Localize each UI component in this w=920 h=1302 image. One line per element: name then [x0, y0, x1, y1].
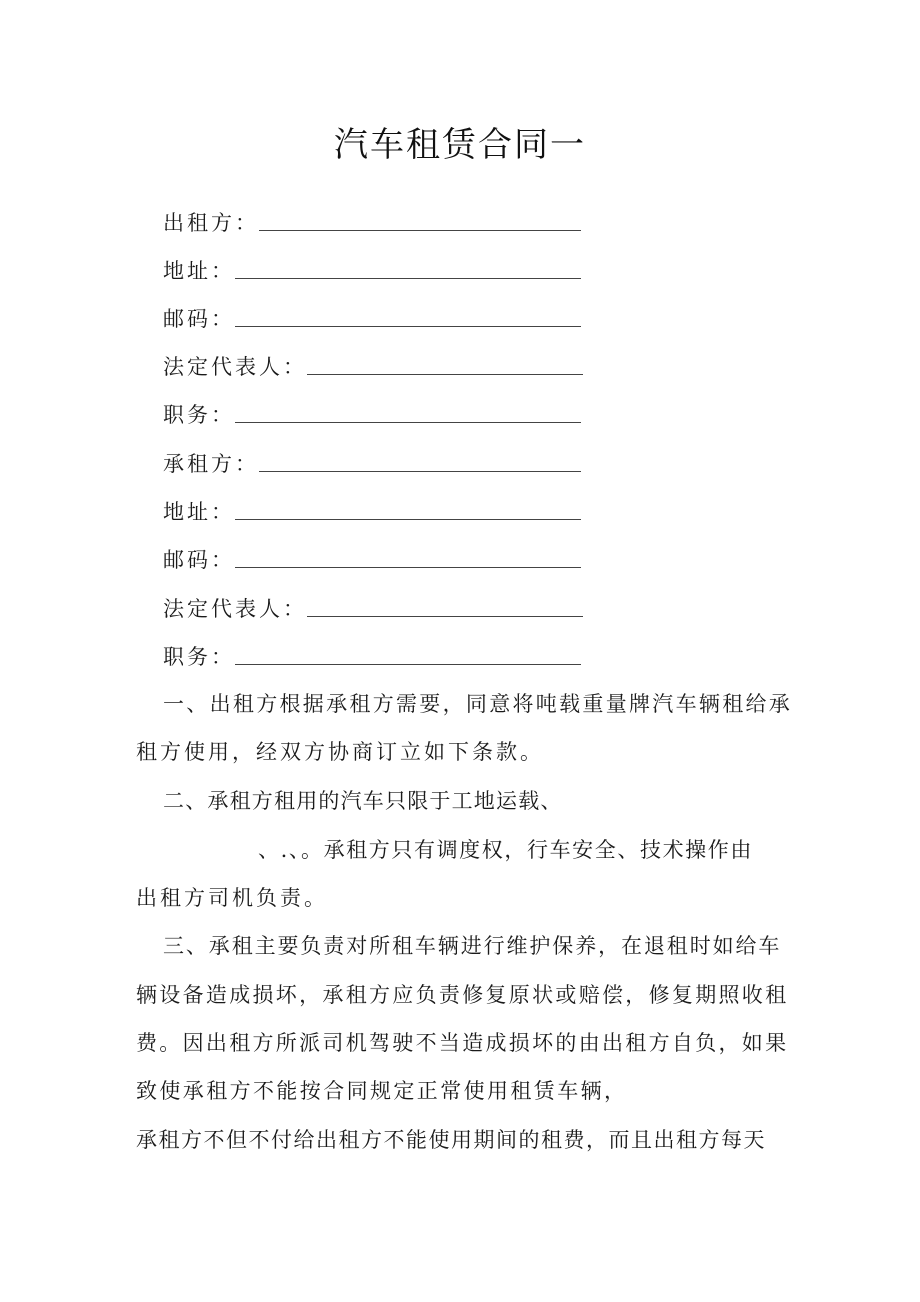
lessor-name-field	[163, 203, 581, 237]
lessor-position-field	[163, 395, 581, 429]
field-label: 法定代表人：	[163, 597, 307, 621]
field-label: 地址：	[163, 500, 235, 524]
blank-line	[235, 326, 581, 327]
clause-3-line-4: 致使承租方不能按合同规定正常使用租赁车辆，	[136, 1079, 628, 1103]
clause-1-line-1: 一、出租方根据承租方需要，同意将吨载重量牌汽车辆租给承	[163, 692, 793, 716]
blank-line	[259, 471, 581, 472]
blank-line	[235, 664, 581, 665]
clause-2-line-2: 、.、。承租方只有调度权，行车安全、技术操作由	[258, 838, 753, 862]
blank-line	[259, 230, 581, 231]
clause-3-line-3: 费。因出租方所派司机驾驶不当造成损坏的由出租方自负，如果	[136, 1031, 789, 1055]
blank-line	[307, 374, 583, 375]
clause-1-line-2: 租方使用，经双方协商订立如下条款。	[136, 740, 544, 764]
field-label: 职务：	[163, 403, 235, 427]
blank-line	[235, 519, 581, 520]
clause-2-line-3: 出租方司机负责。	[136, 886, 328, 910]
clause-3-line-1: 三、承租主要负责对所租车辆进行维护保养，在退租时如给车	[163, 934, 782, 958]
lessee-position-field	[163, 637, 581, 671]
clause-3-line-2: 辆设备造成损坏，承租方应负责修复原状或赔偿，修复期照收租	[136, 983, 789, 1007]
lessee-postcode-field	[163, 540, 581, 574]
field-label: 邮码：	[163, 307, 235, 331]
blank-line	[307, 616, 583, 617]
blank-line	[235, 567, 581, 568]
clause-3-line-5: 承租方不但不付给出租方不能使用期间的租费，而且出租方每天	[136, 1128, 766, 1152]
field-label: 法定代表人：	[163, 355, 307, 379]
field-label: 承租方：	[163, 452, 259, 476]
lessee-address-field	[163, 492, 581, 526]
field-label: 邮码：	[163, 548, 235, 572]
blank-line	[235, 422, 581, 423]
lessee-name-field	[163, 444, 581, 478]
document-title: 汽车租赁合同一	[334, 125, 586, 165]
field-label: 职务：	[163, 645, 235, 669]
lessor-address-field	[163, 251, 581, 285]
clause-2-line-1: 二、承租方租用的汽车只限于工地运载、	[163, 789, 563, 813]
lessor-legal-rep-field	[163, 347, 583, 381]
field-label: 出租方：	[163, 211, 259, 235]
field-label: 地址：	[163, 259, 235, 283]
blank-line	[235, 278, 581, 279]
lessor-postcode-field	[163, 299, 581, 333]
lessee-legal-rep-field	[163, 589, 583, 623]
